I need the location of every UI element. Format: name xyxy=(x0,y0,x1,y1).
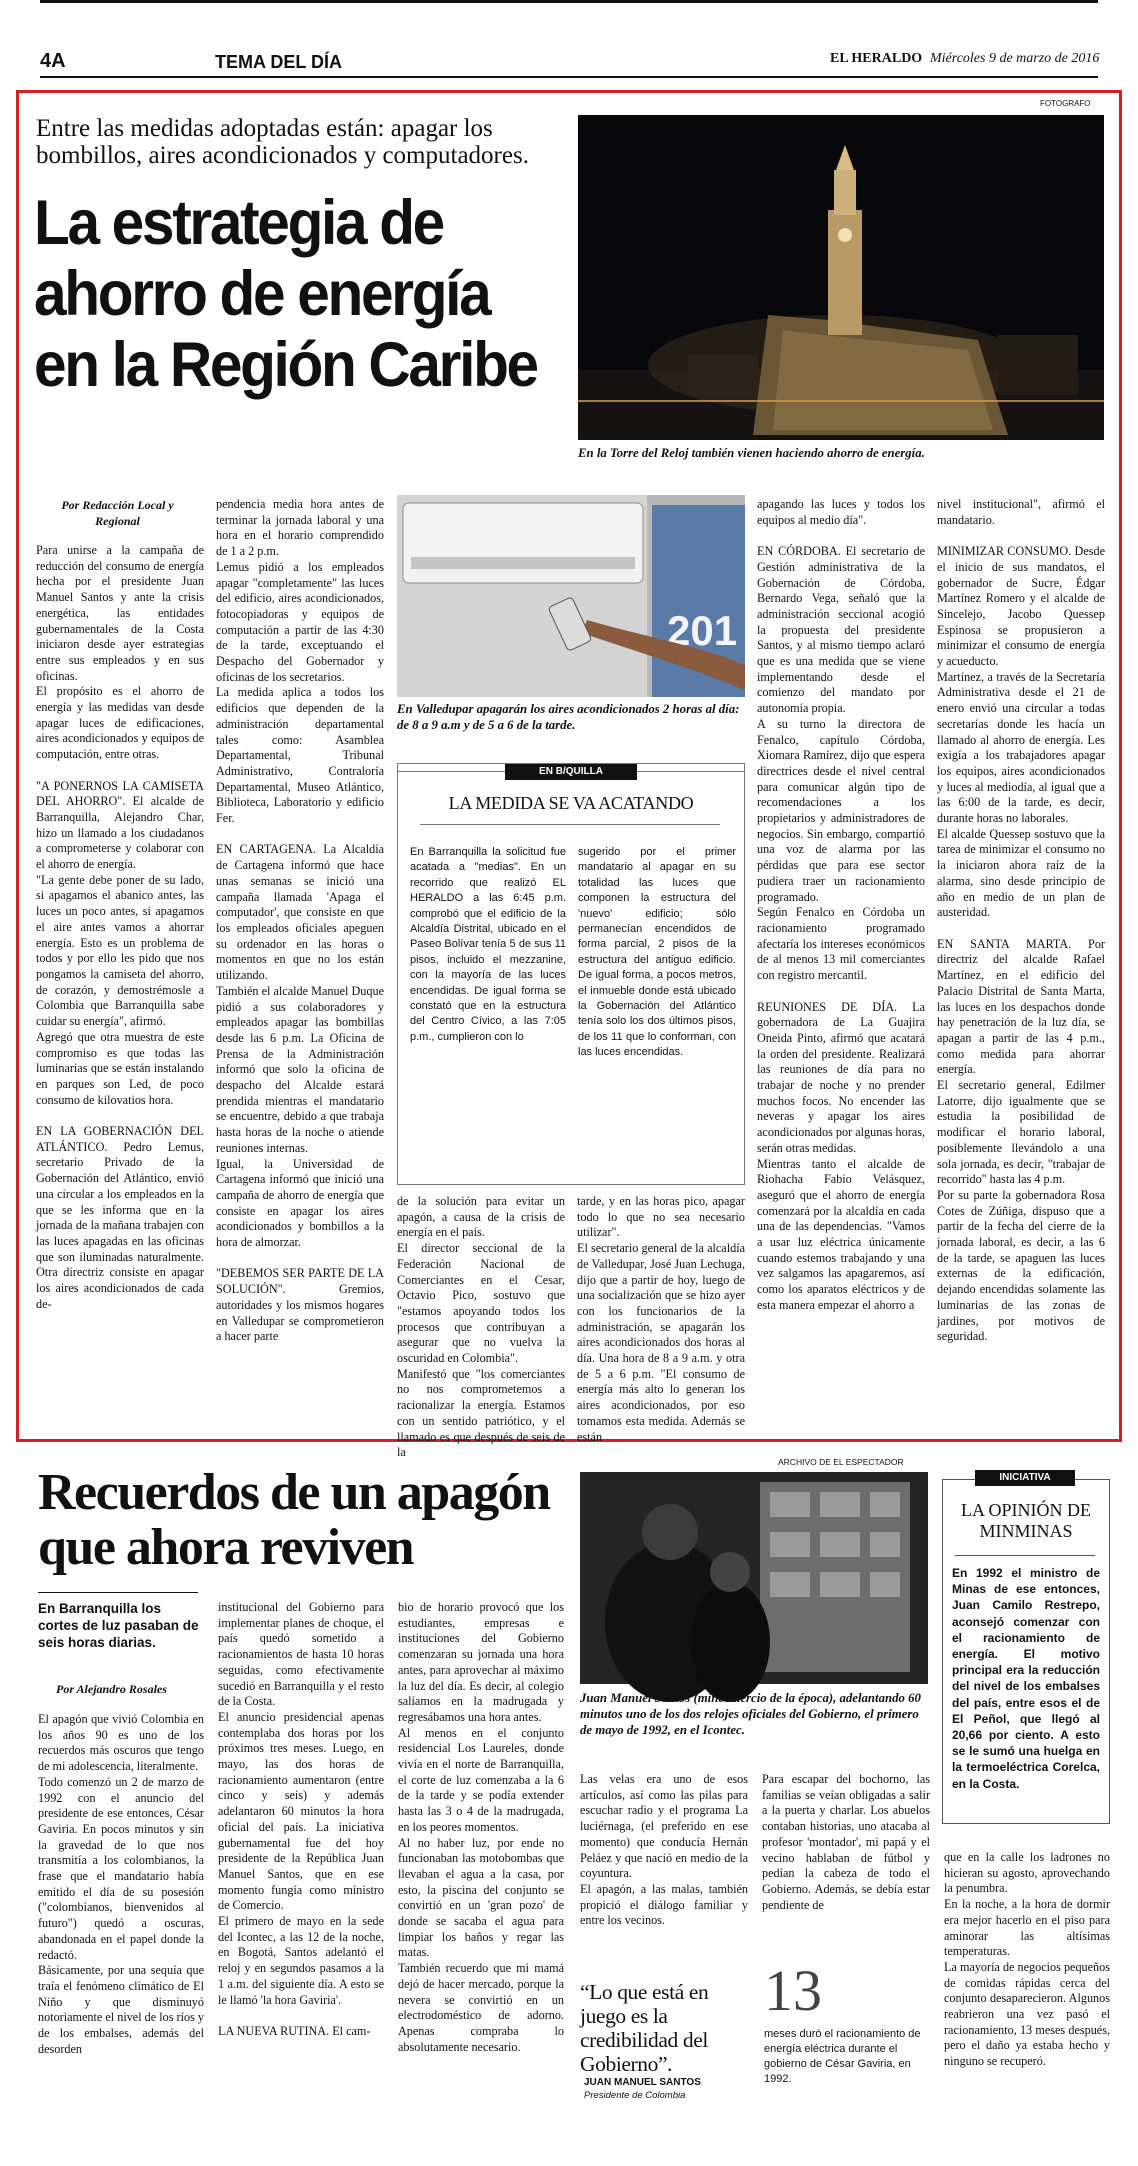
air-conditioner-photo xyxy=(397,495,745,697)
article1-col1: Para unirse a la campaña de reducción del consumo de energía hecha por el presidente Juan Manuel Santos y ante la crisis energética, las entidades gubernamentales de la Costa iniciaron desde ayer estrategias entre sus empleados y en sus oficinas. El propósito es el ahorro de energía y las medidas van desde apagar luces de edificaciones, aires acondicionados y equipos de computación, entre otras. "A PONERNOS LA CAMISETA DEL AHORRO". El alcalde de Barranquilla, Alejandro Char, hizo un llamado a los ciudadanos a comprometerse y colaborar con el ahorro de energía. "La gente debe poner de su lado, si apagamos el abanico antes, las luces un poco antes, si apagamos el aire antes vamos a ahorrar energía. Esto es un problema de todos y por ello les pido que nos pongamos la camiseta del ahorro, de corazón, y demostrémosle a Colombia que Barranquilla sabe cuidar su energía", afirmó. Agregó que otra muestra de este compromiso es que todas las luminarias que se están instalando en parques son Led, de poco consumo de kilovatios hora. EN LA GOBERNACIÓN DEL ATLÁNTICO. Pedro Lemus, secretario Privado de la Gobernación del Atlántico, envió una circular a los empleados en la que se les informa que en la jornada de la mañana trabajen con las luces apagadas en las oficinas que son iluminadas naturalmente. Otra directriz consiste en apagar los aires acondicionados de cada de- xyxy=(36,543,204,1311)
article1-col4b: tarde, y en las horas pico, apagar todo lo que no sea necesario utilizar". El secretario general de la alcaldía de Valledupar, José Juan Lechuga, dijo que a partir de hoy, luego de una socialización que se hizo ayer con los funcionarios de la administración, se apagarán los aires acondicionados dos horas al día. Una hora de 8 a 9 a.m. y otra de 5 a 6 p.m. "El consumo de energía más alto lo generan los aires acondicionados, por eso tomamos esta medida. Además se están xyxy=(577,1194,745,1444)
page-number: 4A xyxy=(40,50,66,72)
article2-photo-credit: ARCHIVO DE EL ESPECTADOR xyxy=(778,1457,904,1467)
stat-number: 13 xyxy=(764,1958,822,2023)
article2-col5: Para escapar del bochorno, las familias se veían obligadas a salir a la puerta y charlar. Los abuelos contaban historias, uno atacaba al profesor 'montador', mi papá y el vecino hablaban de fútbol y pedían la cabeza de todo el Gobierno. Además, se debía estar pendiente de xyxy=(762,1772,930,1912)
photo-caption: En la Torre del Reloj también vienen haciendo ahorro de energía. xyxy=(578,446,925,460)
article2-subhead-rule xyxy=(38,1592,198,1593)
quote-author-title: Presidente de Colombia xyxy=(584,2090,686,2101)
ac-photo-caption: En Valledupar apagarán los aires acondicionados 2 horas al día: de 8 a 9 a.m y de 5 a 6 de la tarde. xyxy=(397,702,740,732)
minminas-text: En 1992 el ministro de Minas de ese entonces, Juan Camilo Restrepo, aconsejó comenzar con el racionamiento de energía. El motivo principal era la reducción del nivel de los embalses del país, entre esos el de El Peñol, que llegó al 20,66 por ciento. A esto se le sumó una huelga en la termoeléctrica Corelca, en la Costa. xyxy=(952,1566,1100,1791)
header-rule xyxy=(40,76,1098,78)
article1-col3b: de la solución para evitar un apagón, a causa de la crisis de energía en el país. El director seccional de la Federación Nacional de Comerciantes en el Cesar, Octavio Pico, sostuvo que "estamos apoyando todos los procesos que contribuyan a asegurar que no vuelva la oscuridad en Colombia". Manifestó que "los comerciantes no nos comprometemos a racionalizar la energía. Estamos con un sentido patriótico, y el llamado es que después de seis de la xyxy=(397,1194,565,1460)
article2-photo-caption: Juan Manuel Santos (mincomercio de la época), adelantando 60 minutos uno de los dos relojes oficiales del Gobierno, el primero de mayo de 1992, en el Icontec. xyxy=(580,1691,921,1737)
sidebar-title-rule xyxy=(420,824,720,825)
paper-name: EL HERALDO xyxy=(830,51,923,66)
section-title: TEMA DEL DÍA xyxy=(215,52,343,72)
icontec-clock-photo xyxy=(580,1472,928,1684)
article2-col1: El apagón que vivió Colombia en los años 90 es uno de los recuerdos más oscuros que tengo de mi adolescencia, literalmente. Todo comenzó un 2 de marzo de 1992 con el anuncio del presidente de ese entonces, César Gaviria. En pocos minutos y sin la gravedad de lo que nos transmitía a los colombianos, la frase que el mandatario había emitido el día de su posesión ("colombianos, bienvenidos al futuro") quedó a oscuras, abandonada en el papel donde la redactó. Básicamente, por una sequía que traía el fenómeno climático de El Niño y que disminuyó notoriamente el nivel de los ríos y de los embalses, además del desorden xyxy=(38,1712,204,2056)
article2-col6: que en la calle los ladrones no hicieran su agosto, aprovechando la penumbra. En la noche, a la hora de dormir era mejor hacerlo en el piso para aminorar las altísimas temperaturas. La mayoría de negocios pequeños de comidas rápidas cerca del conjunto desaparecieron. Algunos reabrieron una vez pasó el racionamiento, 13 meses después, pero el daño ya estaba hecho y ninguno se recuperó. xyxy=(944,1850,1110,2069)
article1-col5: apagando las luces y todos los equipos al medio día". EN CÓRDOBA. El secretario de Gestión administrativa de la Gobernación de Córdoba, Bernardo Vega, señaló que la administración seccional acogió la propuesta del presidente Santos, y al mismo tiempo aclaró que es una medida que se viene implementando desde el comienzo del mandato por autonomía propia. A su turno la directora de Fenalco, capítulo Córdoba, Xiomara Ramírez, dijo que espera directrices desde el nivel central para comunicar algún tipo de recomendaciones a los propietarios y administradores de negocios. Sin embargo, compartió una voz de alarma por las pérdidas que para ese sector pudiera traer un racionamiento programado. Según Fenalco en Córdoba un racionamiento programado afectaría los intereses económicos de al menos 13 mil comerciantes con registro mercantil. REUNIONES DE DÍA. La gobernadora de La Guajira Oneida Pinto, afirmó que acatará la orden del presidente. Realizará las reuniones de día para no trabajar de noche y no prender muchos focos. No encender las neveras y apagar los aires acondicionados por algunas horas, serán otras medidas. Mientras tanto el alcalde de Riohacha Fabio Velásquez, aseguró que el ahorro de energía comenzará por la alcaldía en cada una de las dependencias. "Vamos a usar luz eléctrica únicamente cuando estemos trabajando y una vez salgamos las apagaremos, así como los aparatos eléctricos y de esta manera empezar el ahorro a xyxy=(757,497,925,1312)
article1-col6: nivel institucional", afirmó el mandatario. MINIMIZAR CONSUMO. Desde el inicio de sus mandatos, el gobernador de Sucre, Édgar Martínez Romero y el alcalde de Sincelejo, Jacobo Quessep Espinosa se propusieron a minimizar el consumo de energía y acueducto. Martínez, a través de la Secretaría Administrativa desde el 21 de enero envió una circular a todas secretarías donde les hacía un llamado al ahorro de energía. Les exigía a los trabajadores apagar los equipos, aires acondicionados y luces al mediodía, al igual que a las 6:00 de la tarde, es decir, durante horas no laborales. El alcalde Quessep sostuvo que la tarea de minimizar el consumo no la iniciaron ahora raíz de la alarma, sino desde principio de año en medio de un plan de austeridad. EN SANTA MARTA. Por directriz del alcalde Rafael Martínez, en el edificio del Palacio Distrital de Santa Marta, las luces en los despachos donde hay penetración de la luz día, se apagan a partir de las 4 p.m., como medida para ahorrar energía. El secretario general, Edilmer Latorre, dijo igualmente que se estudia la posibilidad de modificar el horario laboral, posiblemente llevándolo a una sola jornada, es decir, "trabajar de recorrido" hasta las 4 p.m. Por su parte la gobernadora Rosa Cotes de Zúñiga, dispuso que a partir de la fecha del cierre de la jornada laboral, es decir, a las 6 de la tarde, se apaguen las luces externas de la edificación, dejando encendidas solamente las luminarias de las zonas de jardines, por motivos de seguridad. xyxy=(937,497,1105,1344)
svg-text:201: 201 xyxy=(667,607,738,654)
article2-col2: institucional del Gobierno para implementar planes de choque, el país quedó sometido a racionamientos de hasta 10 horas seguidas, como efectivamente sucedió en Barranquilla y el resto de la Costa. El anuncio presidencial apenas contemplaba dos horas por los próximos tres meses. Luego, en mayo, las dos horas de racionamiento aumentaron (entre cinco y seis) y además adelantaron 60 minutos la hora oficial del país. La iniciativa gubernamental fue del hoy presidente de la República Juan Manuel Santos, que en ese momento fungía como ministro de Comercio. El primero de mayo en la sede del Icontec, a las 12 de la noche, en Bogotá, Santos adelantó el reloj y en segundos pasamos a la 1 a.m. del siguiente día. A esto se le llamó 'la hora Gaviria'. LA NUEVA RUTINA. El cam- xyxy=(218,1600,384,2038)
quote-author: JUAN MANUEL SANTOS xyxy=(584,2077,701,2088)
article2-byline: Por Alejandro Rosales xyxy=(56,1682,167,1696)
sidebar-tag: EN B/QUILLA xyxy=(505,764,637,780)
article2-col3: bio de horario provocó que los estudiantes, empresas e instituciones del Gobierno comenzaran su jornada una hora antes, para aprovechar al máximo la luz del día. Es decir, al colegio salíamos en la madrugada y regresábamos una hora antes. Al menos en el conjunto residencial Los Laureles, donde vivía en el norte de Barranquilla, el corte de luz comenzaba a la 6 de la tarde y se podía extender hasta las 3 o 4 de la madrugada, en los peores momentos. Al no haber luz, por ende no funcionaban las motobombas que llevaban el agua a la casa, por esto, la piscina del conjunto se convirtió en un 'gran pozo' de donde se sacaba el agua para limpiar los baños y regar las matas. También recuerdo que mi mamá dejó de hacer mercado, porque la nevera se convirtió en un electrodoméstico de adorno. Apenas compraba lo absolutamente necesario. xyxy=(398,1600,564,2054)
minminas-title-rule xyxy=(955,1555,1095,1556)
headline: La estrategia de ahorro de energía en la Región Caribe xyxy=(34,188,537,400)
stat-text: meses duró el racionamiento de energía eléctrica durante el gobierno de César Gaviria, en 1992. xyxy=(764,2028,921,2085)
clock-tower-photo xyxy=(578,115,1104,440)
kicker: Entre las medidas adoptadas están: apagar los bombillos, aires acondicionados y computadores. xyxy=(36,115,529,169)
sidebar-title: LA MEDIDA SE VA ACATANDO xyxy=(448,793,694,813)
byline: Por Redacción Local y Regional xyxy=(61,498,174,528)
top-rule xyxy=(40,0,1098,3)
article2-subhead: En Barranquilla los cortes de luz pasaban de seis horas diarias. xyxy=(38,1601,199,1650)
pull-quote: “Lo que está en juego es la credibilidad del Gobierno”. xyxy=(580,1980,709,2076)
article1-col2: pendencia media hora antes de terminar la jornada laboral y una hora en el horario comprendido de 1 a 2 p.m. Lemus pidió a los empleados apagar "completamente" las luces del edificio, aires acondicionados, fotocopiadoras y equipos de computación a partir de las 4:30 de la tarde, exceptuando el Despacho del Gobernador y oficinas de los secretarios. La medida aplica a todos los edificios que dependen de la administración departamental tales como: Asamblea Departamental, Tribunal Administrativo, Contraloría Departamental, Museo Atlántico, Biblioteca, Laboratorio y edificio Fer. EN CARTAGENA. La Alcaldía de Cartagena informó que hace unas semanas se inició una campaña llamada 'Apaga el computador', que consiste en que los empleados oficiales apeguen su ordenador en las horas o momentos en que no los están utilizando. También el alcalde Manuel Duque pidió a sus colaboradores y empleados apagar las bombillas desde las 6 p.m. La Oficina de Prensa de la Administración informó que solo la oficina de despacho del Alcalde estará prendida mientras el mandatario se encuentre, debido a que trabaja hasta horas de la noche o atiende reuniones internas. Igual, la Universidad de Cartagena informó que inició una campaña de ahorro de energía que consiste en apagar los aires acondicionados y bombillos a la hora de almorzar. "DEBEMOS SER PARTE DE LA SOLUCIÓN". Gremios, autoridades y los mismos hogares en Valledupar se comprometieron a hacer parte xyxy=(216,497,384,1344)
minminas-title: LA OPINIÓN DE MINMINAS xyxy=(961,1500,1091,1541)
minminas-tag: INICIATIVA xyxy=(975,1470,1075,1486)
photo-credit: FOTOGRAFO xyxy=(1040,99,1091,108)
article2-col4: Las velas era uno de esos artículos, así como las pilas para escuchar radio y el programa La luciérnaga, (el preferido en ese momento) que conducía Hernán Peláez y que nació en medio de la coyuntura. El apagón, a las malas, también propició el diálogo familiar y entre los vecinos. xyxy=(580,1772,748,1928)
article2-headline: Recuerdos de un apagón que ahora reviven xyxy=(38,1464,550,1576)
sidebar-col1: En Barranquilla la solicitud fue acatada a "medias". En un recorrido que realizó EL HERALDO a las 6:45 p.m. comprobó que el edificio de la Alcaldía Distrital, ubicado en el Paseo Bolívar tenía 5 de sus 11 pisos, incluido el mezzanine, con la mayoría de las luces encendidas. De igual forma se constató que en la estructura del Centro Cívico, a las 7:05 p.m., cumplieron con lo xyxy=(410,846,566,1043)
date: Miércoles 9 de marzo de 2016 xyxy=(930,51,1100,66)
sidebar-col2: sugerido por el primer mandatario al apagar en su totalidad las luces que componen la estructura del 'nuevo' edificio; sólo permanecían encendidos de forma parcial, 2 pisos de la estructura del antiguo edificio. De igual forma, a pocos metros, el inmueble donde está ubicado la Gobernación del Atlántico tenía solo los dos últimos pisos, de los 11 que lo conforman, con las luces encendidas. xyxy=(578,846,736,1059)
